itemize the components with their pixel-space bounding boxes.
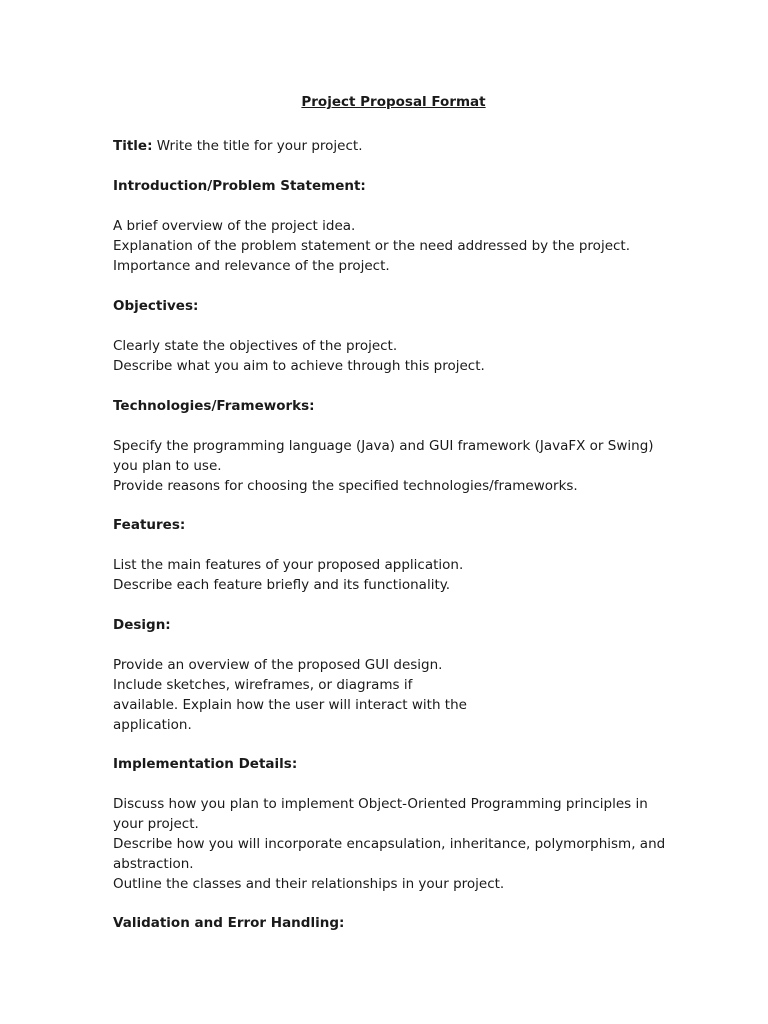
section-line: abstraction. <box>113 856 194 872</box>
section-line: Explanation of the problem statement or the need addressed by the project. <box>113 238 631 254</box>
section-line: A brief overview of the project idea. <box>113 218 356 234</box>
section-features <box>113 515 713 595</box>
section-heading: Validation and Error Handling: <box>113 915 345 931</box>
section-line: Describe how you will incorporate encapsulation, inheritance, polymorphism, and <box>113 836 666 852</box>
section-line: you plan to use. <box>113 458 222 474</box>
document-heading: Project Proposal Format <box>301 94 486 110</box>
section-heading: Implementation Details: <box>113 756 298 772</box>
section-line: Describe what you aim to achieve through this project. <box>113 358 485 374</box>
title-text: Write the title for your project. <box>156 138 363 154</box>
section-design <box>113 615 713 735</box>
title-label: Title: <box>113 138 153 154</box>
section-line: Outline the classes and their relationships in your project. <box>113 876 505 892</box>
section-line: Provide reasons for choosing the specified technologies/frameworks. <box>113 478 578 494</box>
title-line <box>113 136 363 156</box>
section-technologies <box>113 396 713 496</box>
section-line: Specify the programming language (Java) and GUI framework (JavaFX or Swing) <box>113 438 654 454</box>
section-line: Include sketches, wireframes, or diagrams if <box>113 677 413 693</box>
section-line: Clearly state the objectives of the project. <box>113 338 398 354</box>
section-heading: Features: <box>113 517 186 533</box>
section-heading: Technologies/Frameworks: <box>113 398 315 414</box>
section-line: Discuss how you plan to implement Object-Oriented Programming principles in <box>113 796 648 812</box>
section-heading: Design: <box>113 617 171 633</box>
section-line: your project. <box>113 816 199 832</box>
section-line: available. Explain how the user will interact with the <box>113 697 467 713</box>
section-line: Describe each feature briefly and its functionality. <box>113 577 451 593</box>
section-heading: Objectives: <box>113 298 199 314</box>
section-validation <box>113 913 713 933</box>
section-line: List the main features of your proposed application. <box>113 557 464 573</box>
section-line: application. <box>113 717 192 733</box>
section-implementation <box>113 754 713 894</box>
section-line: Importance and relevance of the project. <box>113 258 390 274</box>
section-heading: Introduction/Problem Statement: <box>113 178 366 194</box>
section-introduction <box>113 176 713 276</box>
section-line: Provide an overview of the proposed GUI design. <box>113 657 443 673</box>
section-objectives <box>113 296 713 376</box>
